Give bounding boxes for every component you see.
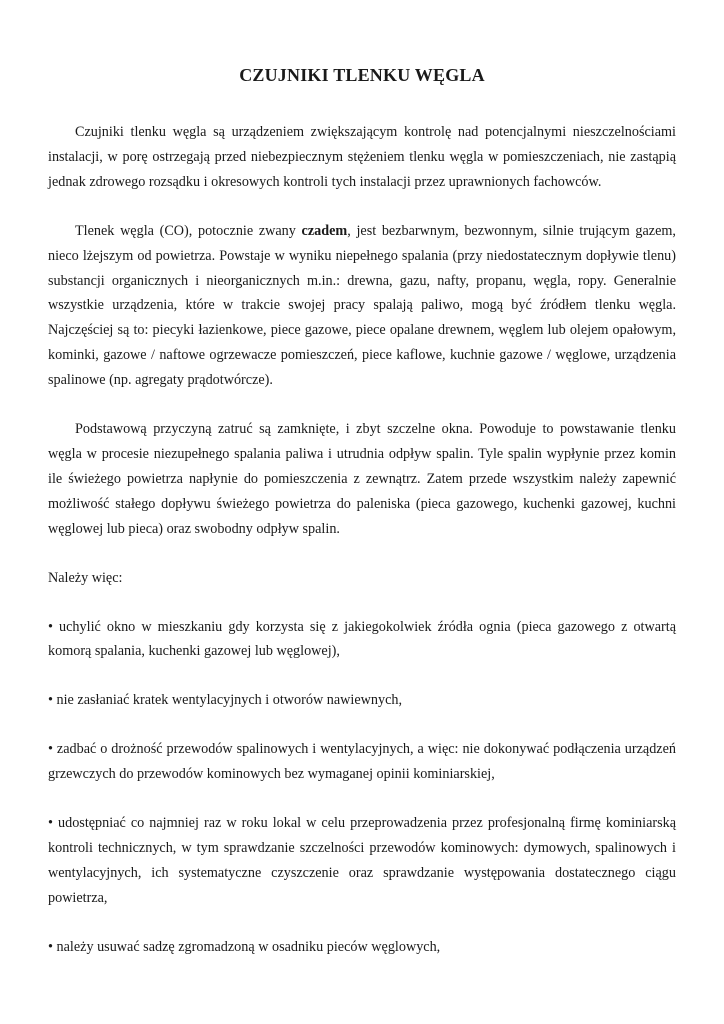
paragraph-text: Tlenek węgla (CO), potocznie zwany — [75, 222, 302, 239]
paragraph-causes: Podstawową przyczyną zatruć są zamknięte, i zbyt szczelne okna. Powoduje to powstawanie tlenku węgla w procesie niezupełnego spalania paliwa i utrudnia odpływ spalin. Tyle spalin wypłynie przez komin ile świeżego powietrza napłynie do pomieszczenia z zewnątrz. Zatem przede wszystkim należy zapewnić możliwość stałego dopływu świeżego powietrza do paleniska (pieca gazowego, kuchenki gazowej, kuchni węglowej lub pieca) oraz swobodny odpływ spalin. — [48, 421, 676, 537]
document-title: CZUJNIKI TLENKU WĘGLA — [239, 65, 485, 85]
bullet-item: • udostępniać co najmniej raz w roku lokal w celu przeprowadzenia przez profesjonalną firmę kominiarską kontroli technicznych, w tym sprawdzanie szczelności przewodów kominowych: dymowych, spalinowych i wentylacyjnych, ich systematyczne czyszczenie oraz sprawdzanie występowania dostatecznego ciągu powietrza, — [48, 815, 676, 906]
document-page — [48, 64, 676, 984]
paragraph-intro: Czujniki tlenku węgla są urządzeniem zwiększającym kontrolę nad potencjalnymi nieszczelnościami instalacji, w porę ostrzegają przed niebezpiecznym stężeniem tlenku węgla w pomieszczeniach, nie zastąpią jednak zdrowego rozsądku i okresowych kontroli tych instalacji przez uprawnionych fachowców. — [48, 124, 676, 190]
bullet-item: • uchylić okno w mieszkaniu gdy korzysta się z jakiegokolwiek źródła ognia (pieca gazowego z otwartą komorą spalania, kuchenki gazowej lub węglowej), — [48, 618, 676, 660]
bullet-item: • zadbać o drożność przewodów spalinowych i wentylacyjnych, a więc: nie dokonywać podłączenia urządzeń grzewczych do przewodów kominowych bez wymaganej opinii kominiarskiej, — [48, 741, 676, 783]
paragraph-therefore: Należy więc: — [48, 569, 123, 586]
paragraph-carbon-monoxide — [48, 219, 676, 393]
bullet-item: • należy usuwać sadzę zgromadzoną w osadniku pieców węglowych, — [48, 938, 441, 955]
bullet-item: • nie zasłaniać kratek wentylacyjnych i otworów nawiewnych, — [48, 692, 403, 709]
paragraph-text: , jest bezbarwnym, bezwonnym, silnie trującym gazem, nieco lżejszym od powietrza. Powstaje w wyniku niepełnego spalania (przy niedostatecznym dopływie tlenu) substancji organicznych i nieorganicznych m.in.: drewna, gazu, nafty, propanu, węgla, ropy. Generalnie wszystkie urządzenia, które w trakcie swojej pracy spalają paliwo, mogą być źródłem tlenku węgla. Najczęściej są to: piecyki łazienkowe, piece gazowe, piece opalane drewnem, węglem lub olejem opałowym, kominki, gazowe / naftowe ogrzewacze pomieszczeń, piece kaflowe, kuchnie gazowe / węglowe, urządzenia spalinowe (np. agregaty prądotwórcze). — [48, 222, 676, 389]
bold-term-czad: czadem — [301, 222, 348, 239]
